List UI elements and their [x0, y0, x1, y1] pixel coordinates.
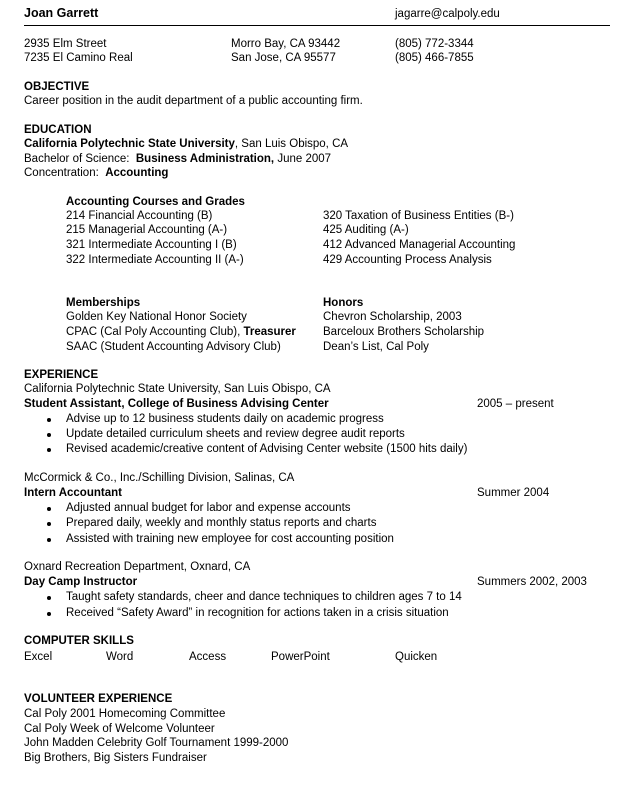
honors-heading: Honors — [323, 297, 364, 309]
education-degree-line — [24, 152, 331, 166]
volunteer-item: Big Brothers, Big Sisters Fundraiser — [24, 752, 207, 764]
membership-text: CPAC (Cal Poly Accounting Club), — [66, 326, 244, 338]
bullet-dot — [47, 612, 51, 616]
address-city-1: Morro Bay, CA 93442 — [231, 38, 341, 50]
email-address[interactable]: jagarre@calpoly.edu — [395, 8, 500, 20]
education-school-line — [24, 137, 348, 151]
skill-item: Excel — [24, 651, 53, 663]
education-heading: EDUCATION — [24, 124, 92, 136]
volunteer-item: John Madden Celebrity Golf Tournament 1999-2000 — [24, 737, 289, 749]
course-item: 214 Financial Accounting (B) — [66, 210, 213, 222]
volunteer-item: Cal Poly 2001 Homecoming Committee — [24, 708, 226, 720]
volunteer-heading: VOLUNTEER EXPERIENCE — [24, 693, 173, 705]
bullet-dot — [47, 522, 51, 526]
job-employer: Oxnard Recreation Department, Oxnard, CA — [24, 561, 251, 573]
course-item: 320 Taxation of Business Entities (B-) — [323, 210, 514, 222]
membership-item — [66, 340, 281, 354]
concentration-value: Accounting — [105, 167, 169, 179]
course-item: 412 Advanced Managerial Accounting — [323, 239, 516, 251]
job-dates: 2005 – present — [477, 398, 554, 410]
honor-item: Dean’s List, Cal Poly — [323, 341, 429, 353]
job-employer: McCormick & Co., Inc./Schilling Division, Salinas, CA — [24, 472, 295, 484]
address-phone-1: (805) 772-3344 — [395, 38, 474, 50]
course-item: 429 Accounting Process Analysis — [323, 254, 492, 266]
job-bullet: Update detailed curriculum sheets and review degree audit reports — [66, 428, 405, 440]
job-bullet: Adjusted annual budget for labor and expense accounts — [66, 502, 351, 514]
skill-item: Quicken — [395, 651, 438, 663]
course-item: 322 Intermediate Accounting II (A-) — [66, 254, 244, 266]
job-employer: California Polytechnic State University, San Luis Obispo, CA — [24, 383, 331, 395]
membership-text: Golden Key National Honor Society — [66, 311, 247, 323]
memberships-heading: Memberships — [66, 297, 141, 309]
degree-prefix: Bachelor of Science: — [24, 153, 136, 165]
membership-item — [66, 325, 296, 339]
job-bullet: Prepared daily, weekly and monthly status reports and charts — [66, 517, 377, 529]
skill-item: PowerPoint — [271, 651, 330, 663]
skill-item: Access — [189, 651, 227, 663]
course-item: 215 Managerial Accounting (A-) — [66, 224, 228, 236]
volunteer-item: Cal Poly Week of Welcome Volunteer — [24, 723, 215, 735]
address-city-2: San Jose, CA 95577 — [231, 52, 336, 64]
job-bullet: Received “Safety Award” in recognition for actions taken in a crisis situation — [66, 607, 449, 619]
address-street-2: 7235 El Camino Real — [24, 52, 133, 64]
job-bullet: Assisted with training new employee for cost accounting position — [66, 533, 394, 545]
education-concentration-line — [24, 166, 168, 180]
header-divider — [24, 25, 610, 26]
degree-major: Business Administration, — [135, 153, 275, 165]
membership-text: SAAC (Student Accounting Advisory Club) — [66, 341, 281, 353]
job-title: Student Assistant, College of Business Advising Center — [24, 398, 329, 410]
bullet-dot — [47, 507, 51, 511]
job-bullet: Revised academic/creative content of Advising Center website (1500 hits daily) — [66, 443, 468, 455]
membership-item — [66, 310, 247, 324]
honor-item: Barceloux Brothers Scholarship — [323, 326, 485, 338]
job-bullet: Advise up to 12 business students daily on academic progress — [66, 413, 384, 425]
address-phone-2: (805) 466-7855 — [395, 52, 474, 64]
courses-heading: Accounting Courses and Grades — [66, 196, 245, 208]
resume-name: Joan Garrett — [24, 6, 99, 20]
bullet-dot — [47, 418, 51, 422]
bullet-dot — [47, 448, 51, 452]
skill-item: Word — [106, 651, 134, 663]
concentration-prefix: Concentration: — [24, 167, 106, 179]
honor-item: Chevron Scholarship, 2003 — [323, 311, 462, 323]
school-location: , San Luis Obispo, CA — [234, 138, 349, 150]
experience-heading: EXPERIENCE — [24, 369, 99, 381]
bullet-dot — [47, 596, 51, 600]
degree-date: June 2007 — [274, 153, 332, 165]
membership-role: Treasurer — [243, 326, 296, 338]
address-street-1: 2935 Elm Street — [24, 38, 107, 50]
course-item: 321 Intermediate Accounting I (B) — [66, 239, 237, 251]
job-title: Day Camp Instructor — [24, 576, 138, 588]
school-name: California Polytechnic State University — [24, 138, 235, 150]
bullet-dot — [47, 433, 51, 437]
skills-heading: COMPUTER SKILLS — [24, 635, 134, 647]
job-bullet: Taught safety standards, cheer and dance techniques to children ages 7 to 14 — [66, 591, 462, 603]
job-title: Intern Accountant — [24, 487, 122, 499]
objective-heading: OBJECTIVE — [24, 81, 90, 93]
job-dates: Summers 2002, 2003 — [477, 576, 587, 588]
course-item: 425 Auditing (A-) — [323, 224, 409, 236]
job-dates: Summer 2004 — [477, 487, 550, 499]
objective-text: Career position in the audit department of a public accounting firm. — [24, 95, 363, 107]
bullet-dot — [47, 538, 51, 542]
